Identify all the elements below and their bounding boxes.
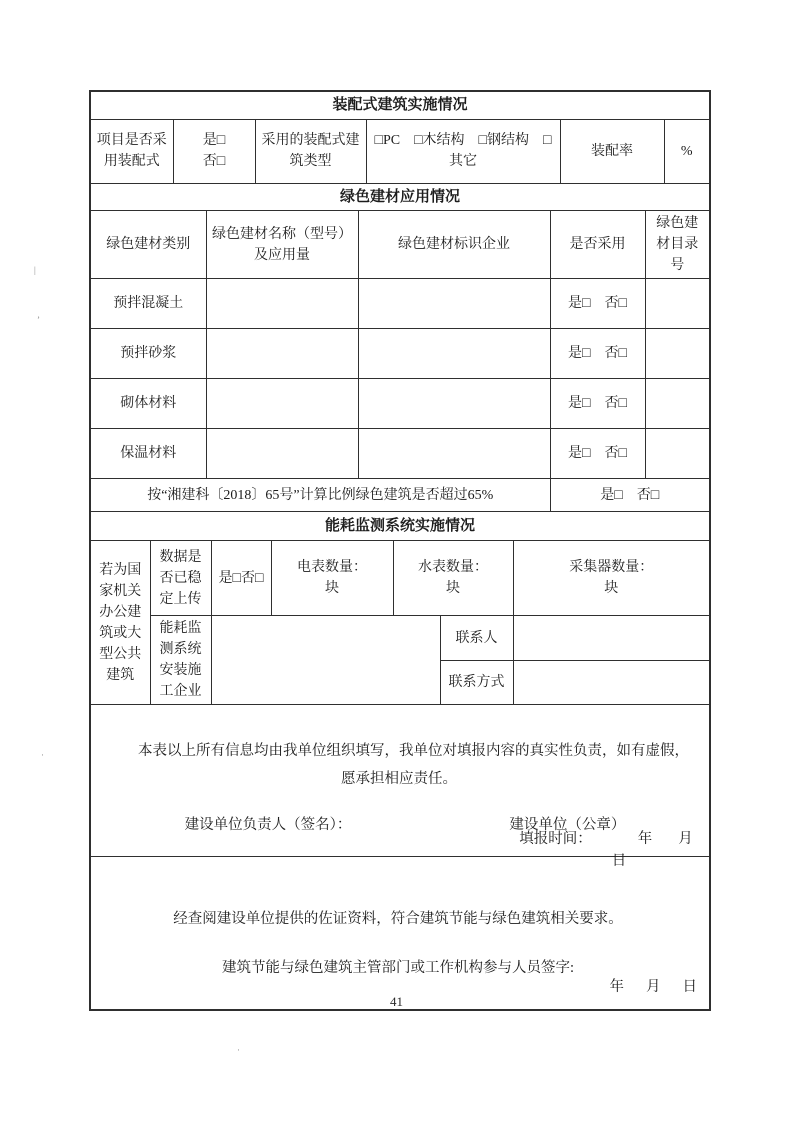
green-row-adopt-checkboxes: 是□ 否□ <box>550 429 645 479</box>
green-ratio-answer-checkboxes: 是□ 否□ <box>550 479 710 512</box>
green-header-catalog: 绿色建材目录号 <box>645 211 710 279</box>
green-row-name-input-cell <box>206 329 358 379</box>
day-label: 日 <box>682 978 698 995</box>
electric-meter-cell <box>271 541 393 616</box>
green-row-name-input-cell <box>206 429 358 479</box>
assembly-rate-label: 装配率 <box>560 119 664 183</box>
review-signature-label: 建筑节能与绿色建筑主管部门或工作机构参与人员签字: <box>221 959 575 976</box>
green-header-enterprise: 绿色建材标识企业 <box>358 211 550 279</box>
assembly-no-checkbox: 否□ <box>202 154 226 169</box>
electric-meter-label: 电表数量： <box>297 560 367 575</box>
water-meter-cell <box>393 541 513 616</box>
table-row <box>90 279 710 329</box>
energy-upload-checkboxes: 是□否□ <box>211 541 271 616</box>
green-row-enterprise-input-cell <box>358 279 550 329</box>
declaration-statement: 本表以上所有信息均由我单位组织填写，我单位对填报内容的真实性负责，如有虚假，愿承担相应责任。 <box>138 743 689 787</box>
review-statement: 经查阅建设单位提供的佐证资料，符合建筑节能与绿色建筑相关要求。 <box>173 910 623 927</box>
green-row-catalog-input-cell <box>645 379 710 429</box>
green-row-catalog-input-cell <box>645 329 710 379</box>
table-row <box>90 379 710 429</box>
project-question-label: 项目是否采用装配式 <box>90 119 173 183</box>
water-meter-label: 水表数量： <box>418 560 488 575</box>
green-row-enterprise-input-cell <box>358 379 550 429</box>
green-row-adopt-checkboxes: 是□ 否□ <box>550 329 645 379</box>
contact-method-input-cell <box>513 661 710 705</box>
green-row-name-input-cell <box>206 279 358 329</box>
energy-section-title: 能耗监测系统实施情况 <box>90 512 710 541</box>
green-row-category: 砌体材料 <box>90 379 206 429</box>
energy-upload-label: 数据是否已稳定上传 <box>150 541 211 616</box>
green-row-name-input-cell <box>206 379 358 429</box>
year-label: 年 <box>609 978 625 995</box>
assembly-section-title: 装配式建筑实施情况 <box>90 91 710 119</box>
contact-person-label: 联系人 <box>440 616 513 661</box>
green-row-adopt-checkboxes: 是□ 否□ <box>550 279 645 329</box>
construction-form-table <box>89 90 711 1011</box>
green-header-name: 绿色建材名称（型号）及应用量 <box>206 211 358 279</box>
contact-method-label: 联系方式 <box>440 661 513 705</box>
green-header-adopted: 是否采用 <box>550 211 645 279</box>
green-row-category: 预拌混凝土 <box>90 279 206 329</box>
assembly-yes-no-checkboxes <box>173 119 255 183</box>
assembly-type-checkboxes: □PC □木结构 □钢结构 □其它 <box>366 119 560 183</box>
energy-scope-label: 若为国家机关办公建筑或大型公共建筑 <box>90 541 150 705</box>
green-row-category: 保温材料 <box>90 429 206 479</box>
scan-artifact: · <box>41 750 44 760</box>
page-number: 41 <box>390 994 403 1009</box>
water-meter-unit: 块 <box>446 581 460 596</box>
green-row-adopt-checkboxes: 是□ 否□ <box>550 379 645 429</box>
month-label: 月 <box>678 831 693 847</box>
month-label: 月 <box>646 978 661 995</box>
contact-person-input-cell <box>513 616 710 661</box>
review-box <box>90 857 710 1010</box>
installer-input-cell <box>211 616 440 705</box>
assembly-yes-checkbox: 是□ <box>202 133 226 148</box>
scan-artifact: | <box>34 265 36 275</box>
assembly-type-label: 采用的装配式建筑类型 <box>255 119 366 183</box>
installer-label: 能耗监测系统安装施工企业 <box>150 616 211 705</box>
green-row-enterprise-input-cell <box>358 429 550 479</box>
green-header-category: 绿色建材类别 <box>90 211 206 279</box>
green-row-catalog-input-cell <box>645 429 710 479</box>
green-row-catalog-input-cell <box>645 279 710 329</box>
day-label: 日 <box>611 852 627 869</box>
table-row <box>90 329 710 379</box>
green-ratio-question: 按“湘建科〔2018〕65号”计算比例绿色建筑是否超过65% <box>90 479 550 512</box>
table-row <box>90 429 710 479</box>
declaration-box <box>90 705 710 869</box>
year-label: 年 <box>637 831 653 847</box>
seal-label: 建设单位（公章） <box>509 817 626 834</box>
scan-artifact: · <box>237 1045 240 1055</box>
collector-label: 采集器数量： <box>569 560 654 575</box>
green-row-category: 预拌砂浆 <box>90 329 206 379</box>
assembly-rate-unit: % <box>664 119 710 183</box>
date-label: 填报时间： <box>519 831 592 847</box>
signer-label: 建设单位负责人（签名）： <box>184 817 352 834</box>
electric-meter-unit: 块 <box>325 581 339 596</box>
green-row-enterprise-input-cell <box>358 329 550 379</box>
scan-artifact: ’ <box>37 315 40 325</box>
collector-unit: 块 <box>604 581 619 596</box>
collector-cell <box>513 541 710 616</box>
green-section-title: 绿色建材应用情况 <box>90 183 710 211</box>
